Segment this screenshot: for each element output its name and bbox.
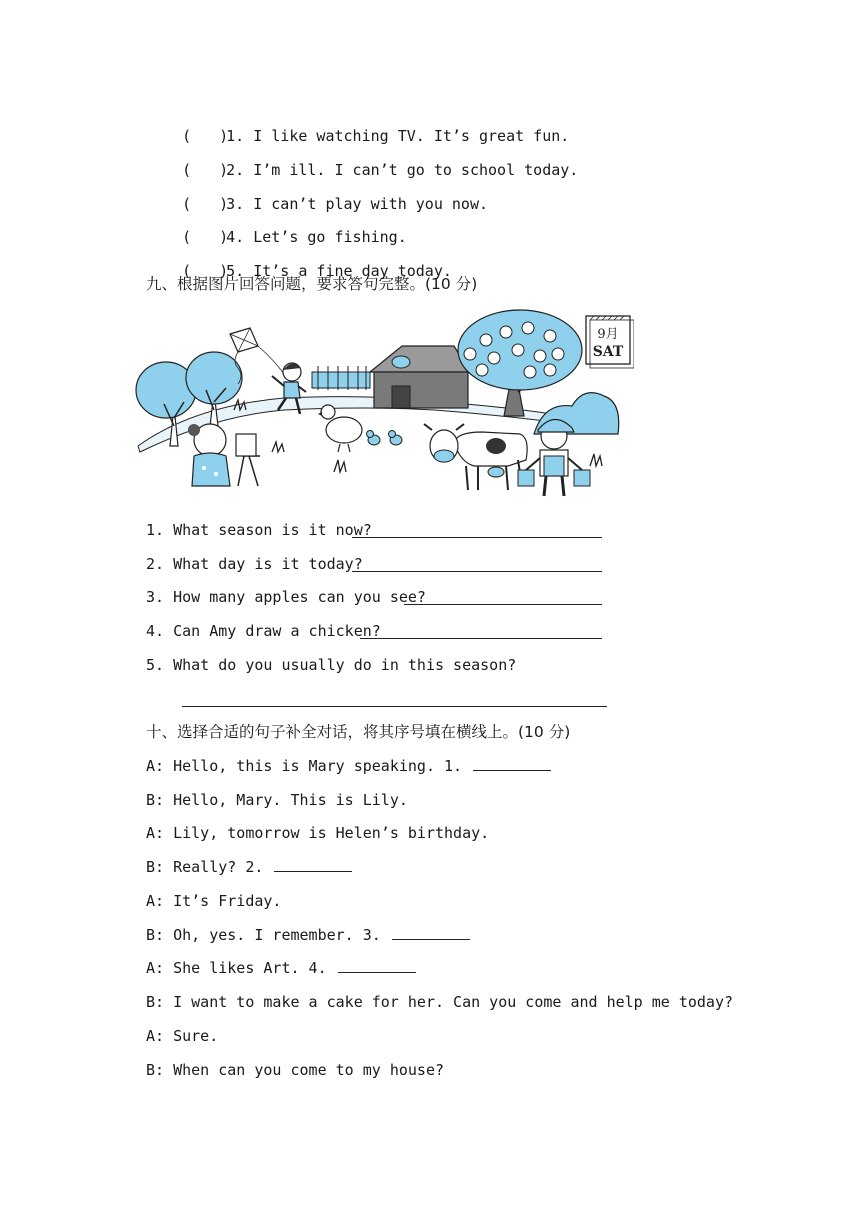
calendar-month-label: 9月 xyxy=(597,327,619,342)
house-icon xyxy=(370,346,470,408)
item-text: I’m ill. I can’t go to school today. xyxy=(253,161,579,179)
dialogue-line-6: B: Oh, yes. I remember. 3. xyxy=(146,925,470,945)
section10-heading: 十、选择合适的句子补全对话，将其序号填在横线上。(10 分) xyxy=(146,723,571,741)
question-5: 5. What do you usually do in this season? xyxy=(146,656,517,674)
item-number: 4. xyxy=(226,228,245,246)
chick-icon xyxy=(389,431,403,446)
question-2: 2. What day is it today? xyxy=(146,555,363,573)
fence-icon xyxy=(312,366,370,390)
item-number: 1. xyxy=(226,127,245,145)
dialogue-line-9: A: Sure. xyxy=(146,1027,219,1045)
dialogue-line-10: B: When can you come to my house? xyxy=(146,1061,445,1079)
dialogue-blank-3[interactable] xyxy=(392,925,470,940)
question-1: 1. What season is it now? xyxy=(146,521,372,539)
item-text: It’s a fine day today. xyxy=(253,262,452,280)
farm-scene-illustration xyxy=(134,306,634,502)
hen-icon xyxy=(318,405,362,452)
item-number: 2. xyxy=(226,161,245,179)
dialogue-blank-1[interactable] xyxy=(473,756,551,771)
answer-bracket[interactable]: ( ) xyxy=(182,127,229,145)
apple-tree-icon xyxy=(458,310,582,416)
dialogue-line-5: A: It’s Friday. xyxy=(146,892,282,910)
item-text: I like watching TV. It’s great fun. xyxy=(253,127,570,145)
calendar-day-label: SAT xyxy=(592,344,624,360)
answer-bracket[interactable]: ( ) xyxy=(182,161,229,179)
calendar-icon xyxy=(586,316,634,368)
item-number: 5. xyxy=(226,262,245,280)
answer-bracket[interactable]: ( ) xyxy=(182,262,229,280)
girl-painting-icon xyxy=(188,424,260,486)
answer-line-3[interactable] xyxy=(404,604,602,605)
dialogue-blank-4[interactable] xyxy=(338,958,416,973)
question-4: 4. Can Amy draw a chicken? xyxy=(146,622,381,640)
cow-icon xyxy=(424,424,527,490)
dialogue-line-2: B: Hello, Mary. This is Lily. xyxy=(146,791,408,809)
dialogue-blank-2[interactable] xyxy=(274,857,352,872)
item-text: I can’t play with you now. xyxy=(253,195,489,213)
answer-line-5[interactable] xyxy=(182,706,607,707)
chick-icon xyxy=(367,431,381,446)
answer-line-1[interactable] xyxy=(352,537,602,538)
dialogue-line-3: A: Lily, tomorrow is Helen’s birthday. xyxy=(146,824,490,842)
answer-line-4[interactable] xyxy=(360,638,602,639)
question-3: 3. How many apples can you see? xyxy=(146,588,426,606)
dialogue-line-1: A: Hello, this is Mary speaking. 1. xyxy=(146,756,551,776)
dialogue-line-8: B: I want to make a cake for her. Can you come and help me today? xyxy=(146,993,733,1011)
answer-line-2[interactable] xyxy=(352,571,602,572)
item-number: 3. xyxy=(226,195,245,213)
dialogue-line-4: B: Really? 2. xyxy=(146,857,352,877)
answer-bracket[interactable]: ( ) xyxy=(182,228,229,246)
section9-heading: 九、根据图片回答问题，要求答句完整。(10 分) xyxy=(146,275,478,293)
item-text: Let’s go fishing. xyxy=(253,228,407,246)
dialogue-line-7: A: She likes Art. 4. xyxy=(146,958,416,978)
answer-bracket[interactable]: ( ) xyxy=(182,195,229,213)
